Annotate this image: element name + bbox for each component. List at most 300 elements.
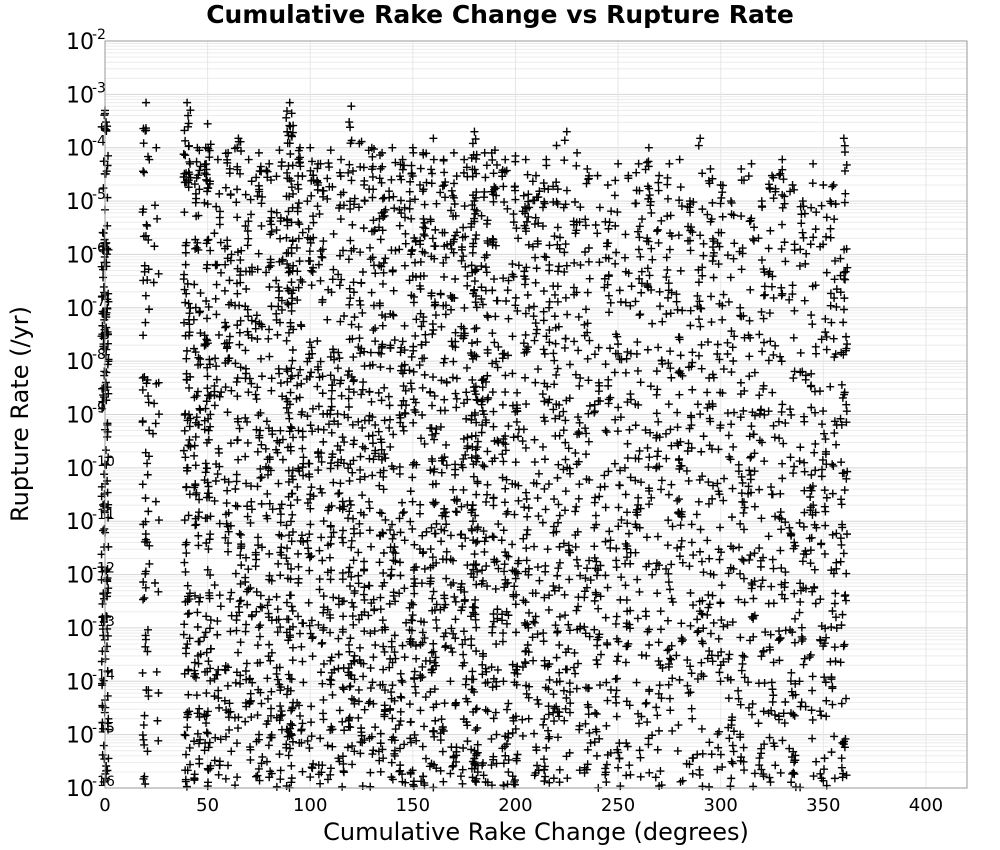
- data-point: [472, 324, 480, 332]
- data-point: [336, 318, 344, 326]
- data-point: [440, 273, 448, 281]
- data-point: [298, 278, 306, 286]
- data-point: [771, 433, 779, 441]
- data-point: [181, 516, 189, 524]
- data-point: [657, 217, 665, 225]
- data-point: [254, 711, 262, 719]
- y-tick-label-base: 10: [66, 296, 94, 322]
- data-point: [749, 235, 757, 243]
- data-point: [180, 447, 188, 455]
- data-point: [276, 571, 284, 579]
- data-point: [818, 472, 826, 480]
- x-tick-label: 0: [99, 795, 111, 816]
- data-point: [205, 657, 213, 665]
- data-point: [504, 700, 512, 708]
- data-point: [233, 185, 241, 193]
- data-point: [390, 204, 398, 212]
- data-point: [665, 400, 673, 408]
- data-point: [463, 282, 471, 290]
- data-point: [356, 529, 364, 537]
- data-point: [345, 161, 353, 169]
- data-point: [457, 772, 465, 780]
- data-point: [522, 400, 530, 408]
- data-point: [535, 577, 543, 585]
- data-point: [511, 158, 519, 166]
- data-point: [667, 374, 675, 382]
- data-point: [437, 290, 445, 298]
- data-point: [832, 303, 840, 311]
- data-point: [499, 474, 507, 482]
- data-point: [185, 511, 193, 519]
- data-point: [493, 161, 501, 169]
- data-point: [817, 540, 825, 548]
- data-point: [416, 510, 424, 518]
- data-point: [463, 272, 471, 280]
- data-point: [460, 156, 468, 164]
- data-point: [192, 674, 200, 682]
- data-point: [830, 181, 838, 189]
- data-point: [294, 550, 302, 558]
- data-point: [453, 395, 461, 403]
- data-point: [202, 612, 210, 620]
- data-point: [204, 782, 212, 790]
- data-point: [447, 292, 455, 300]
- data-point: [693, 510, 701, 518]
- data-point: [360, 224, 368, 232]
- data-point: [204, 120, 212, 128]
- data-point: [841, 592, 849, 600]
- data-point: [267, 705, 275, 713]
- data-point: [390, 287, 398, 295]
- data-point: [797, 349, 805, 357]
- data-point: [826, 225, 834, 233]
- data-point: [560, 717, 568, 725]
- data-point: [298, 619, 306, 627]
- data-point: [242, 267, 250, 275]
- data-point: [233, 290, 241, 298]
- data-point: [591, 401, 599, 409]
- data-point: [756, 754, 764, 762]
- data-point: [787, 453, 795, 461]
- data-point: [768, 283, 776, 291]
- data-point: [768, 389, 776, 397]
- data-point: [275, 287, 283, 295]
- data-point: [419, 215, 427, 223]
- data-point: [181, 453, 189, 461]
- data-point: [729, 343, 737, 351]
- data-point: [450, 593, 458, 601]
- x-tick-label: 150: [395, 795, 431, 816]
- data-point: [821, 550, 829, 558]
- data-point: [224, 682, 232, 690]
- data-point: [102, 762, 110, 770]
- data-point: [369, 439, 377, 447]
- data-point: [545, 735, 553, 743]
- data-point: [399, 642, 407, 650]
- data-point: [305, 599, 313, 607]
- data-point: [287, 517, 295, 525]
- data-point: [326, 554, 334, 562]
- data-point: [574, 562, 582, 570]
- data-point: [482, 562, 490, 570]
- data-point: [754, 719, 762, 727]
- data-point: [428, 431, 436, 439]
- data-point: [478, 566, 486, 574]
- data-point: [800, 459, 808, 467]
- data-point: [777, 769, 785, 777]
- data-point: [204, 730, 212, 738]
- data-point: [293, 296, 301, 304]
- data-point: [580, 593, 588, 601]
- data-point: [328, 743, 336, 751]
- data-point: [657, 485, 665, 493]
- data-point: [305, 225, 313, 233]
- data-point: [193, 608, 201, 616]
- data-point: [607, 299, 615, 307]
- data-point: [226, 627, 234, 635]
- data-point: [182, 731, 190, 739]
- data-point: [799, 229, 807, 237]
- data-point: [513, 751, 521, 759]
- data-point: [305, 567, 313, 575]
- data-point: [273, 331, 281, 339]
- data-point: [202, 468, 210, 476]
- data-point: [576, 203, 584, 211]
- data-point: [315, 547, 323, 555]
- data-point: [202, 628, 210, 636]
- data-point: [797, 219, 805, 227]
- data-point: [842, 333, 850, 341]
- data-point: [410, 575, 418, 583]
- data-point: [256, 167, 264, 175]
- data-point: [667, 560, 675, 568]
- data-point: [396, 470, 404, 478]
- data-point: [520, 503, 528, 511]
- data-point: [233, 739, 241, 747]
- data-point: [791, 615, 799, 623]
- data-point: [357, 279, 365, 287]
- data-point: [335, 651, 343, 659]
- data-point: [217, 602, 225, 610]
- data-point: [408, 353, 416, 361]
- data-point: [459, 651, 467, 659]
- data-point: [397, 670, 405, 678]
- data-point: [190, 281, 198, 289]
- data-point: [791, 367, 799, 375]
- data-point: [556, 432, 564, 440]
- data-point: [512, 294, 520, 302]
- data-point: [494, 343, 502, 351]
- data-point: [710, 619, 718, 627]
- data-point: [759, 770, 767, 778]
- x-tick-label: 250: [600, 795, 636, 816]
- data-point: [294, 563, 302, 571]
- data-point: [299, 768, 307, 776]
- data-point: [222, 383, 230, 391]
- data-point: [376, 558, 384, 566]
- data-point: [298, 719, 306, 727]
- data-point: [449, 358, 457, 366]
- data-point: [452, 390, 460, 398]
- data-point: [655, 187, 663, 195]
- data-point: [656, 288, 664, 296]
- data-point: [597, 651, 605, 659]
- data-point: [428, 330, 436, 338]
- data-point: [421, 219, 429, 227]
- data-point: [468, 667, 476, 675]
- data-point: [677, 183, 685, 191]
- data-point: [810, 449, 818, 457]
- data-point: [427, 165, 435, 173]
- data-point: [493, 297, 501, 305]
- data-point: [556, 234, 564, 242]
- data-point: [317, 277, 325, 285]
- data-point: [705, 783, 713, 791]
- data-point: [688, 386, 696, 394]
- data-point: [368, 289, 376, 297]
- data-point: [779, 440, 787, 448]
- data-point: [771, 711, 779, 719]
- data-point: [453, 508, 461, 516]
- data-point: [828, 460, 836, 468]
- data-point: [287, 423, 295, 431]
- data-point: [830, 732, 838, 740]
- data-point: [144, 471, 152, 479]
- data-point: [98, 550, 106, 558]
- data-point: [244, 565, 252, 573]
- data-point: [181, 427, 189, 435]
- data-point: [787, 778, 795, 786]
- data-point: [795, 609, 803, 617]
- data-point: [350, 278, 358, 286]
- data-point: [313, 337, 321, 345]
- data-point: [776, 490, 784, 498]
- data-point: [419, 223, 427, 231]
- data-point: [560, 248, 568, 256]
- data-point: [287, 501, 295, 509]
- data-point: [656, 681, 664, 689]
- data-point: [696, 134, 704, 142]
- data-point: [265, 550, 273, 558]
- data-point: [359, 672, 367, 680]
- data-point: [316, 575, 324, 583]
- data-point: [319, 709, 327, 717]
- data-point: [612, 699, 620, 707]
- data-point: [348, 599, 356, 607]
- data-point: [369, 653, 377, 661]
- data-point: [603, 428, 611, 436]
- data-point: [621, 254, 629, 262]
- data-point: [191, 521, 199, 529]
- data-point: [183, 783, 191, 791]
- data-point: [769, 490, 777, 498]
- data-point: [398, 678, 406, 686]
- data-point: [345, 641, 353, 649]
- data-point: [294, 218, 302, 226]
- data-point: [807, 651, 815, 659]
- data-point: [463, 561, 471, 569]
- data-point: [350, 603, 358, 611]
- data-point: [202, 176, 210, 184]
- data-point: [210, 229, 218, 237]
- data-point: [591, 350, 599, 358]
- data-point: [351, 652, 359, 660]
- data-point: [380, 712, 388, 720]
- data-point: [319, 438, 327, 446]
- data-point: [739, 652, 747, 660]
- data-point: [258, 500, 266, 508]
- data-point: [211, 401, 219, 409]
- data-point: [778, 474, 786, 482]
- data-point: [254, 533, 262, 541]
- data-point: [750, 430, 758, 438]
- data-point: [520, 192, 528, 200]
- data-point: [539, 390, 547, 398]
- data-point: [339, 433, 347, 441]
- data-point: [263, 490, 271, 498]
- data-point: [585, 337, 593, 345]
- data-point: [766, 337, 774, 345]
- data-point: [602, 614, 610, 622]
- data-point: [252, 173, 260, 181]
- data-point: [371, 723, 379, 731]
- data-point: [429, 783, 437, 791]
- data-point: [236, 424, 244, 432]
- data-point: [808, 706, 816, 714]
- data-point: [256, 465, 264, 473]
- data-point: [224, 408, 232, 416]
- data-point: [570, 664, 578, 672]
- data-point: [371, 421, 379, 429]
- data-point: [317, 533, 325, 541]
- data-point: [195, 598, 203, 606]
- data-point: [566, 360, 574, 368]
- data-point: [330, 230, 338, 238]
- data-point: [449, 374, 457, 382]
- data-point: [459, 252, 467, 260]
- data-point: [469, 249, 477, 257]
- data-point: [508, 540, 516, 548]
- data-point: [329, 266, 337, 274]
- data-point: [446, 770, 454, 778]
- data-point: [140, 139, 148, 147]
- x-tick-label: 200: [498, 795, 533, 816]
- data-point: [545, 480, 553, 488]
- data-point: [561, 591, 569, 599]
- data-point: [654, 447, 662, 455]
- data-point: [354, 714, 362, 722]
- data-point: [531, 337, 539, 345]
- data-point: [401, 204, 409, 212]
- data-point: [236, 530, 244, 538]
- data-point: [828, 607, 836, 615]
- data-point: [247, 196, 255, 204]
- data-point: [215, 704, 223, 712]
- data-point: [365, 498, 373, 506]
- data-point: [778, 221, 786, 229]
- data-point: [316, 780, 324, 788]
- y-tick-label-exponent: -2: [92, 27, 106, 43]
- data-point: [277, 543, 285, 551]
- data-point: [241, 346, 249, 354]
- data-point: [376, 509, 384, 517]
- data-point: [298, 531, 306, 539]
- data-point: [349, 167, 357, 175]
- data-point: [811, 440, 819, 448]
- data-point: [180, 631, 188, 639]
- data-point: [566, 699, 574, 707]
- data-point: [457, 503, 465, 511]
- data-point: [828, 748, 836, 756]
- data-point: [621, 230, 629, 238]
- data-point: [751, 503, 759, 511]
- data-point: [265, 353, 273, 361]
- data-point: [664, 516, 672, 524]
- data-point: [810, 583, 818, 591]
- y-tick-label-base: 10: [66, 777, 94, 802]
- y-tick-label-base: 10: [66, 350, 94, 376]
- data-point: [308, 732, 316, 740]
- data-point: [366, 783, 374, 791]
- data-point: [380, 549, 388, 557]
- data-point: [504, 768, 512, 776]
- data-point: [512, 600, 520, 608]
- data-point: [202, 459, 210, 467]
- data-point: [459, 486, 467, 494]
- data-point: [546, 298, 554, 306]
- data-point: [663, 266, 671, 274]
- data-point: [729, 443, 737, 451]
- data-point: [400, 740, 408, 748]
- data-point: [472, 581, 480, 589]
- data-point: [432, 616, 440, 624]
- data-point: [215, 449, 223, 457]
- data-point: [634, 367, 642, 375]
- data-point: [447, 624, 455, 632]
- data-point: [595, 492, 603, 500]
- data-point: [299, 427, 307, 435]
- data-point: [837, 458, 845, 466]
- data-point: [551, 232, 559, 240]
- y-tick-label-base: 10: [66, 243, 94, 269]
- data-point: [369, 185, 377, 193]
- data-point: [727, 273, 735, 281]
- data-point: [725, 694, 733, 702]
- data-point: [266, 657, 274, 665]
- data-point: [449, 192, 457, 200]
- data-point: [287, 389, 295, 397]
- data-point: [248, 177, 256, 185]
- data-point: [287, 591, 295, 599]
- data-point: [265, 283, 273, 291]
- data-point: [654, 226, 662, 234]
- data-point: [305, 459, 313, 467]
- data-point: [379, 666, 387, 674]
- data-point: [663, 181, 671, 189]
- data-point: [698, 725, 706, 733]
- data-point: [832, 441, 840, 449]
- data-point: [776, 353, 784, 361]
- data-point: [616, 782, 624, 790]
- data-point: [553, 654, 561, 662]
- data-point: [540, 755, 548, 763]
- data-point: [377, 768, 385, 776]
- data-point: [348, 760, 356, 768]
- data-point: [550, 774, 558, 782]
- data-point: [540, 345, 548, 353]
- data-point: [247, 690, 255, 698]
- data-point: [252, 391, 260, 399]
